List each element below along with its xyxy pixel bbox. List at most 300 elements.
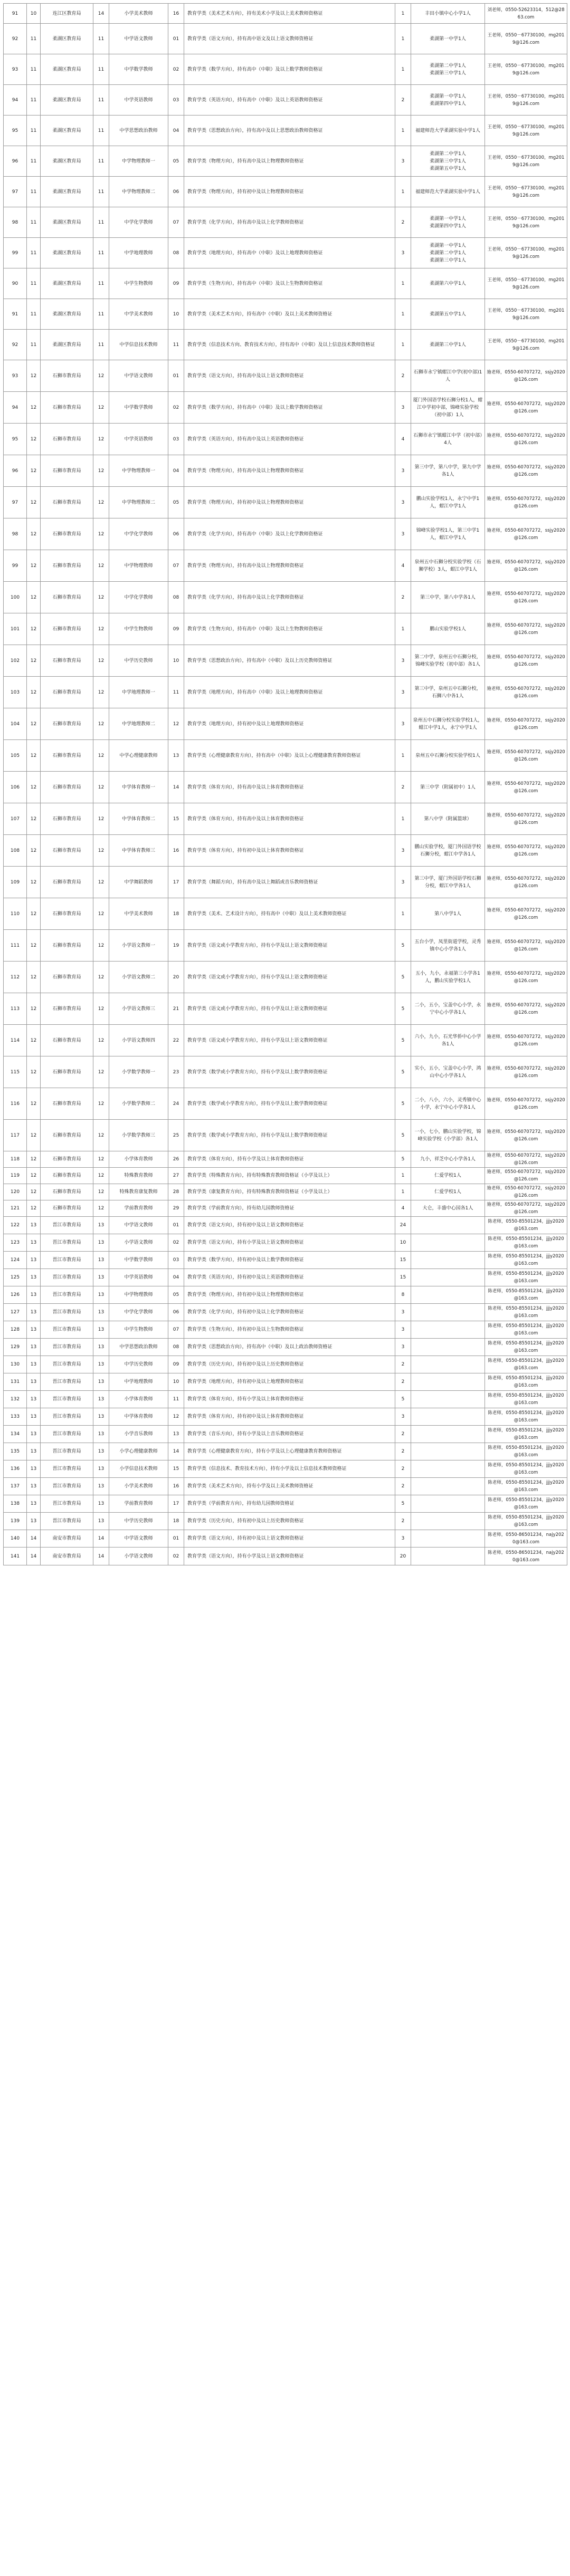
row-number-cell: 112 [4,962,27,993]
position-name-cell: 中学历史教师 [109,645,168,677]
position-code-cell: 13 [168,740,184,772]
requirements-cell: 教育学类（体育方向），持有初中及以上体育教师资格证 [184,835,395,867]
requirements-cell: 教育学类（语文或小学教育方向），持有小学及以上语文教师资格证 [184,993,395,1025]
recruiting-unit-cell: 石狮市教育局 [41,582,93,613]
unit-code-cell: 14 [93,1547,109,1565]
unit-code-cell: 12 [93,962,109,993]
unit-code-cell: 12 [93,424,109,455]
placement-notes-cell: 柔湖第一中学1人 柔湖第二中学1人 柔湖第三中学1人 [411,238,485,268]
contact-cell: 王老师，0550－67730100，mg2019@126.com [485,207,567,238]
table-row [4,803,567,835]
requirements-cell: 教育学类（物理方向），持有初中及以上物理教师资格证 [184,1286,395,1304]
placement-notes-cell [411,1234,485,1252]
table-row [4,1356,567,1373]
headcount-cell: 5 [395,1056,411,1088]
contact-cell: 刘老师，0550-52623314，512@2863.com [485,4,567,24]
placement-notes-cell: 五台小学，凤里街道学校，灵秀镇中心小学各1人 [411,930,485,962]
placement-notes-cell: 泉州五中石狮分校实验学校（石狮学校）3人，蚶江中学1人 [411,550,485,582]
table-row [4,85,567,116]
contact-cell: 施老师，0550-60707272，ssjy2020@126.com [485,613,567,645]
headcount-cell: 1 [395,177,411,207]
unit-code-cell: 13 [93,1321,109,1339]
headcount-cell: 3 [395,1304,411,1321]
placement-notes-cell: 丰田小镇中心小学1人 [411,4,485,24]
unit-code-cell: 12 [93,1184,109,1200]
unit-code-cell: 13 [93,1339,109,1356]
row-number-cell: 139 [4,1513,27,1530]
position-name-cell: 中学化学教师 [109,1304,168,1321]
position-name-cell: 小学语文教师 [109,1547,168,1565]
placement-notes-cell: 第三中学，第八中学，第九中学各1人 [411,455,485,487]
district-code-cell: 12 [27,1200,41,1217]
placement-notes-cell: 第三中学，第八中学各1人 [411,582,485,613]
district-code-cell: 12 [27,487,41,518]
position-name-cell: 特殊教育康复教师 [109,1184,168,1200]
position-code-cell: 16 [168,4,184,24]
position-name-cell: 中学英语教师 [109,1269,168,1286]
unit-code-cell: 13 [93,1304,109,1321]
headcount-cell: 2 [395,772,411,803]
recruiting-unit-cell: 晋江市教育局 [41,1252,93,1269]
placement-notes-cell [411,1426,485,1443]
recruiting-unit-cell: 柔湖区教育局 [41,85,93,116]
contact-cell: 施老师，0550-60707272，ssjy2020@126.com [485,898,567,930]
requirements-cell: 教育学类（心理健康教育方向），持有小学及以上心理健康教育教师资格证 [184,1443,395,1460]
position-name-cell: 中学体育教师一 [109,772,168,803]
placement-notes-cell: 二小，五小，宝盖中心小学，永宁中心小学各1人 [411,993,485,1025]
position-code-cell: 29 [168,1200,184,1217]
unit-code-cell: 12 [93,487,109,518]
position-code-cell: 09 [168,613,184,645]
district-code-cell: 12 [27,1184,41,1200]
position-name-cell: 中学美术教师 [109,898,168,930]
district-code-cell: 12 [27,392,41,424]
position-name-cell: 中学地理教师二 [109,708,168,740]
row-number-cell: 90 [4,268,27,299]
district-code-cell: 12 [27,930,41,962]
recruiting-unit-cell: 晋江市教育局 [41,1321,93,1339]
row-number-cell: 101 [4,613,27,645]
district-code-cell: 13 [27,1269,41,1286]
requirements-cell: 教育学类（美术艺术方向），持有高中（中职）及以上美术教师资格证 [184,299,395,330]
row-number-cell: 99 [4,550,27,582]
requirements-cell: 教育学类（语文或小学教育方向），持有小学及以上语文教师资格证 [184,930,395,962]
placement-notes-cell: 厦门外国语学校石狮分校1人，蚶江中学初中部，锦峰实验学校（初中部）1人 [411,392,485,424]
headcount-cell: 4 [395,424,411,455]
position-name-cell: 小学美术教师 [109,4,168,24]
requirements-cell: 教育学类（生物方向），持有高中（中职）及以上生物教师资格证 [184,613,395,645]
position-code-cell: 22 [168,1025,184,1056]
row-number-cell: 124 [4,1252,27,1269]
contact-cell: 施老师，0550-60707272，ssjy2020@126.com [485,1151,567,1168]
position-name-cell: 小学体育教师 [109,1151,168,1168]
row-number-cell: 137 [4,1478,27,1495]
position-name-cell: 中学数学教师 [109,392,168,424]
table-row [4,24,567,54]
requirements-cell: 教育学类（物理方向），持有高中及以上物理教师资格证 [184,146,395,177]
district-code-cell: 11 [27,54,41,85]
unit-code-cell: 13 [93,1269,109,1286]
unit-code-cell: 12 [93,898,109,930]
headcount-cell: 3 [395,146,411,177]
position-name-cell: 中学历史教师 [109,1513,168,1530]
recruiting-unit-cell: 石狮市教育局 [41,1056,93,1088]
position-code-cell: 04 [168,116,184,146]
position-code-cell: 07 [168,550,184,582]
placement-notes-cell [411,1304,485,1321]
position-name-cell: 中学体育教师 [109,1408,168,1426]
unit-code-cell: 12 [93,708,109,740]
row-number-cell: 97 [4,487,27,518]
position-code-cell: 01 [168,1217,184,1234]
district-code-cell: 11 [27,116,41,146]
district-code-cell: 14 [27,1530,41,1547]
row-number-cell: 108 [4,835,27,867]
recruiting-unit-cell: 柔湖区教育局 [41,24,93,54]
placement-notes-cell: 第三中学（附属初中）1人 [411,772,485,803]
position-code-cell: 28 [168,1184,184,1200]
recruiting-unit-cell: 石狮市教育局 [41,772,93,803]
placement-notes-cell: 柔湖第二中学1人 柔湖第三中学1人 柔湖第五中学1人 [411,146,485,177]
placement-notes-cell [411,1478,485,1495]
table-body [4,4,567,1565]
headcount-cell: 5 [395,993,411,1025]
contact-cell: 施老师，0550-60707272，ssjy2020@126.com [485,708,567,740]
recruiting-unit-cell: 柔湖区教育局 [41,238,93,268]
recruitment-table [3,3,567,1565]
position-code-cell: 05 [168,1286,184,1304]
contact-cell: 施老师，0550-60707272，ssjy2020@126.com [485,518,567,550]
requirements-cell: 教育学类（特殊教育方向），持有特殊教育教师资格证（小学及以上） [184,1168,395,1184]
row-number-cell: 140 [4,1530,27,1547]
district-code-cell: 12 [27,613,41,645]
unit-code-cell: 11 [93,238,109,268]
requirements-cell: 教育学类（英语方向），持有初中及以上英语教师资格证 [184,1269,395,1286]
district-code-cell: 12 [27,645,41,677]
position-code-cell: 05 [168,487,184,518]
headcount-cell: 1 [395,898,411,930]
position-code-cell: 10 [168,299,184,330]
position-name-cell: 中学历史教师 [109,1356,168,1373]
position-code-cell: 14 [168,772,184,803]
unit-code-cell: 13 [93,1391,109,1408]
position-name-cell: 小学语文教师四 [109,1025,168,1056]
position-name-cell: 中学舞蹈教师 [109,867,168,898]
placement-notes-cell: 第三中学，泉州五中石狮分校，石狮八中各1人 [411,677,485,708]
contact-cell: 施老师，0550-60707272，ssjy2020@126.com [485,1168,567,1184]
headcount-cell: 2 [395,582,411,613]
district-code-cell: 12 [27,898,41,930]
headcount-cell: 2 [395,207,411,238]
requirements-cell: 教育学类（学前教育方向），持有幼儿园教师资格证 [184,1200,395,1217]
requirements-cell: 教育学类（信息技术方向、教育技术方向），持有高中（中职）及以上信息技术教师资格证 [184,330,395,360]
position-code-cell: 02 [168,54,184,85]
unit-code-cell: 13 [93,1356,109,1373]
requirements-cell: 教育学类（体育方向），持有小学及以上体育教师资格证 [184,1151,395,1168]
contact-cell: 陈老师，0550-85501234，jjjy2020@163.com [485,1356,567,1373]
position-code-cell: 12 [168,1408,184,1426]
row-number-cell: 128 [4,1321,27,1339]
recruiting-unit-cell: 柔湖区教育局 [41,207,93,238]
requirements-cell: 教育学类（思想政治方向），持有高中（中职）及以上政治教师资格证 [184,1339,395,1356]
unit-code-cell: 13 [93,1460,109,1478]
recruiting-unit-cell: 晋江市教育局 [41,1513,93,1530]
contact-cell: 王老师，0550－67730100，mg2019@126.com [485,177,567,207]
position-code-cell: 01 [168,360,184,392]
position-code-cell: 17 [168,867,184,898]
requirements-cell: 教育学类（物理方向），持有高中及以上物理教师资格证 [184,455,395,487]
requirements-cell: 教育学类（数学方向），持有初中及以上数学教师资格证 [184,1252,395,1269]
recruiting-unit-cell: 柔湖区教育局 [41,116,93,146]
recruiting-unit-cell: 石狮市教育局 [41,1151,93,1168]
requirements-cell: 教育学类（思想政治方向），持有高中及以上思想政治教师资格证 [184,116,395,146]
contact-cell: 施老师，0550-60707272，ssjy2020@126.com [485,930,567,962]
district-code-cell: 12 [27,772,41,803]
district-code-cell: 13 [27,1286,41,1304]
position-name-cell: 小学语文教师二 [109,962,168,993]
table-row [4,993,567,1025]
requirements-cell: 教育学类（学前教育方向），持有幼儿园教师资格证 [184,1495,395,1513]
unit-code-cell: 13 [93,1252,109,1269]
position-code-cell: 07 [168,207,184,238]
row-number-cell: 113 [4,993,27,1025]
placement-notes-cell: 泉州五中石狮分校实验学校1人 [411,740,485,772]
district-code-cell: 12 [27,518,41,550]
position-name-cell: 小学语文教师 [109,1234,168,1252]
headcount-cell: 5 [395,1120,411,1151]
row-number-cell: 104 [4,708,27,740]
row-number-cell: 98 [4,207,27,238]
contact-cell: 陈老师，0550-85501234，jjjy2020@163.com [485,1252,567,1269]
placement-notes-cell: 九小，祥芝中心小学各1人 [411,1151,485,1168]
row-number-cell: 127 [4,1304,27,1321]
recruiting-unit-cell: 石狮市教育局 [41,613,93,645]
contact-cell: 陈老师，0550-85501234，jjjy2020@163.com [485,1478,567,1495]
contact-cell: 陈老师，0550-85501234，jjjy2020@163.com [485,1217,567,1234]
row-number-cell: 123 [4,1234,27,1252]
district-code-cell: 13 [27,1443,41,1460]
contact-cell: 施老师，0550-60707272，ssjy2020@126.com [485,360,567,392]
table-row [4,268,567,299]
district-code-cell: 12 [27,1151,41,1168]
unit-code-cell: 11 [93,85,109,116]
requirements-cell: 教育学类（体育方向），持有小学及以上体育教师资格证 [184,1391,395,1408]
position-name-cell: 小学信息技术教师 [109,1460,168,1478]
unit-code-cell: 13 [93,1286,109,1304]
position-name-cell: 中学体育教师三 [109,835,168,867]
requirements-cell: 教育学类（英语方向），持有高中（中职）及以上英语教师资格证 [184,85,395,116]
placement-notes-cell: 第二中学，泉州五中石狮分校，锦峰实验学校（初中部）各1人 [411,645,485,677]
table-row [4,1460,567,1478]
placement-notes-cell: 大仑，丰盛中心园各1人 [411,1200,485,1217]
placement-notes-cell: 石狮市永宁镇蚶江中学（初中部）4人 [411,424,485,455]
district-code-cell: 13 [27,1356,41,1373]
placement-notes-cell: 柔湖第六中学1人 [411,268,485,299]
unit-code-cell: 13 [93,1373,109,1391]
row-number-cell: 93 [4,360,27,392]
requirements-cell: 教育学类（语文方向），持有高中语文及以上语文教师资格证 [184,24,395,54]
table-row [4,238,567,268]
row-number-cell: 136 [4,1460,27,1478]
placement-notes-cell [411,1460,485,1478]
district-code-cell: 11 [27,330,41,360]
position-code-cell: 02 [168,1234,184,1252]
placement-notes-cell: 仁爱学校1人 [411,1184,485,1200]
recruiting-unit-cell: 晋江市教育局 [41,1391,93,1408]
unit-code-cell: 11 [93,268,109,299]
table-row [4,1495,567,1513]
table-row [4,330,567,360]
unit-code-cell: 12 [93,677,109,708]
unit-code-cell: 13 [93,1234,109,1252]
unit-code-cell: 12 [93,1151,109,1168]
requirements-cell: 教育学类（生物方向），持有初中及以上生物教师资格证 [184,1321,395,1339]
requirements-cell: 教育学类（美术、艺术设计方向），持有高中（中职）及以上美术教师资格证 [184,898,395,930]
requirements-cell: 教育学类（英语方向），持有高中及以上英语教师资格证 [184,424,395,455]
table-row [4,54,567,85]
headcount-cell: 2 [395,1460,411,1478]
position-code-cell: 01 [168,24,184,54]
recruiting-unit-cell: 晋江市教育局 [41,1478,93,1495]
requirements-cell: 教育学类（历史方向），持有初中及以上历史教师资格证 [184,1513,395,1530]
row-number-cell: 105 [4,740,27,772]
unit-code-cell: 13 [93,1426,109,1443]
placement-notes-cell: 鹏山实验学校，厦门外国语学校石狮分校，蚶江中学各1人 [411,835,485,867]
position-name-cell: 中学地理教师 [109,238,168,268]
contact-cell: 陈老师，0550-85501234，jjjy2020@163.com [485,1443,567,1460]
placement-notes-cell: 柔湖第二中学1人 柔湖第三中学1人 [411,54,485,85]
headcount-cell: 1 [395,613,411,645]
district-code-cell: 11 [27,177,41,207]
headcount-cell: 10 [395,1234,411,1252]
recruiting-unit-cell: 晋江市教育局 [41,1495,93,1513]
recruiting-unit-cell: 石狮市教育局 [41,1120,93,1151]
table-row [4,835,567,867]
position-name-cell: 小学美术教师 [109,1478,168,1495]
recruiting-unit-cell: 石狮市教育局 [41,835,93,867]
position-code-cell: 04 [168,455,184,487]
placement-notes-cell [411,1373,485,1391]
table-row [4,772,567,803]
headcount-cell: 2 [395,85,411,116]
contact-cell: 施老师，0550-60707272，ssjy2020@126.com [485,645,567,677]
table-row [4,1547,567,1565]
table-row [4,177,567,207]
district-code-cell: 13 [27,1234,41,1252]
row-number-cell: 96 [4,146,27,177]
requirements-cell: 教育学类（物理方向），持有初中及以上物理教师资格证 [184,177,395,207]
table-row [4,898,567,930]
table-row [4,867,567,898]
position-code-cell: 18 [168,1513,184,1530]
recruiting-unit-cell: 南安市教育局 [41,1547,93,1565]
requirements-cell: 教育学类（数学方向），持有高中（中职）及以上数学教师资格证 [184,392,395,424]
row-number-cell: 132 [4,1391,27,1408]
position-code-cell: 02 [168,392,184,424]
row-number-cell: 120 [4,1184,27,1200]
district-code-cell: 12 [27,740,41,772]
headcount-cell: 5 [395,1495,411,1513]
headcount-cell: 1 [395,116,411,146]
placement-notes-cell [411,1408,485,1426]
recruiting-unit-cell: 石狮市教育局 [41,1200,93,1217]
headcount-cell: 1 [395,1168,411,1184]
position-name-cell: 学前教育教师 [109,1200,168,1217]
unit-code-cell: 11 [93,24,109,54]
table-row [4,1056,567,1088]
district-code-cell: 13 [27,1495,41,1513]
headcount-cell: 1 [395,803,411,835]
table-row [4,1286,567,1304]
district-code-cell: 12 [27,1120,41,1151]
requirements-cell: 教育学类（心理健康教育方向），持有高中（中职）及以上心理健康教育教师资格证 [184,740,395,772]
headcount-cell: 15 [395,1269,411,1286]
recruiting-unit-cell: 晋江市教育局 [41,1443,93,1460]
position-code-cell: 19 [168,930,184,962]
district-code-cell: 11 [27,268,41,299]
district-code-cell: 12 [27,424,41,455]
placement-notes-cell: 第三中学，厦门外国语学校石狮分校，蚶江中学各1人 [411,867,485,898]
position-code-cell: 01 [168,1530,184,1547]
headcount-cell: 8 [395,1286,411,1304]
unit-code-cell: 13 [93,1217,109,1234]
unit-code-cell: 12 [93,550,109,582]
position-name-cell: 小学心理健康教师 [109,1443,168,1460]
position-code-cell: 20 [168,962,184,993]
row-number-cell: 99 [4,238,27,268]
row-number-cell: 92 [4,24,27,54]
recruiting-unit-cell: 晋江市教育局 [41,1426,93,1443]
row-number-cell: 98 [4,518,27,550]
position-name-cell: 中学语文教师 [109,1530,168,1547]
requirements-cell: 教育学类（化学方向），持有高中及以上化学教师资格证 [184,582,395,613]
requirements-cell: 教育学类（美术艺术方向），持有小学及以上美术教师资格证 [184,1478,395,1495]
district-code-cell: 13 [27,1460,41,1478]
position-code-cell: 03 [168,1252,184,1269]
recruiting-unit-cell: 晋江市教育局 [41,1217,93,1234]
recruiting-unit-cell: 石狮市教育局 [41,708,93,740]
contact-cell: 施老师，0550-60707272，ssjy2020@126.com [485,582,567,613]
position-name-cell: 中学物理教师二 [109,487,168,518]
headcount-cell: 2 [395,1356,411,1373]
headcount-cell: 3 [395,1530,411,1547]
headcount-cell: 5 [395,1025,411,1056]
table-row [4,1513,567,1530]
district-code-cell: 11 [27,207,41,238]
row-number-cell: 95 [4,116,27,146]
unit-code-cell: 12 [93,1025,109,1056]
headcount-cell: 4 [395,1200,411,1217]
position-name-cell: 中学地理教师 [109,1373,168,1391]
requirements-cell: 教育学类（体育方向），持有高中及以上体育教师资格证 [184,772,395,803]
position-code-cell: 06 [168,1304,184,1321]
placement-notes-cell: 五小，九小，永福第三小学各1人，鹏山实验学校1人 [411,962,485,993]
position-name-cell: 小学数学教师二 [109,1088,168,1120]
headcount-cell: 5 [395,962,411,993]
row-number-cell: 135 [4,1443,27,1460]
recruiting-unit-cell: 连江区教育局 [41,4,93,24]
unit-code-cell: 11 [93,177,109,207]
district-code-cell: 13 [27,1217,41,1234]
recruiting-unit-cell: 晋江市教育局 [41,1339,93,1356]
district-code-cell: 12 [27,803,41,835]
table-row [4,4,567,24]
contact-cell: 施老师，0550-60707272，ssjy2020@126.com [485,1056,567,1088]
recruiting-unit-cell: 晋江市教育局 [41,1408,93,1426]
headcount-cell: 15 [395,1252,411,1269]
contact-cell: 王老师，0550－67730100，mg2019@126.com [485,24,567,54]
row-number-cell: 133 [4,1408,27,1426]
